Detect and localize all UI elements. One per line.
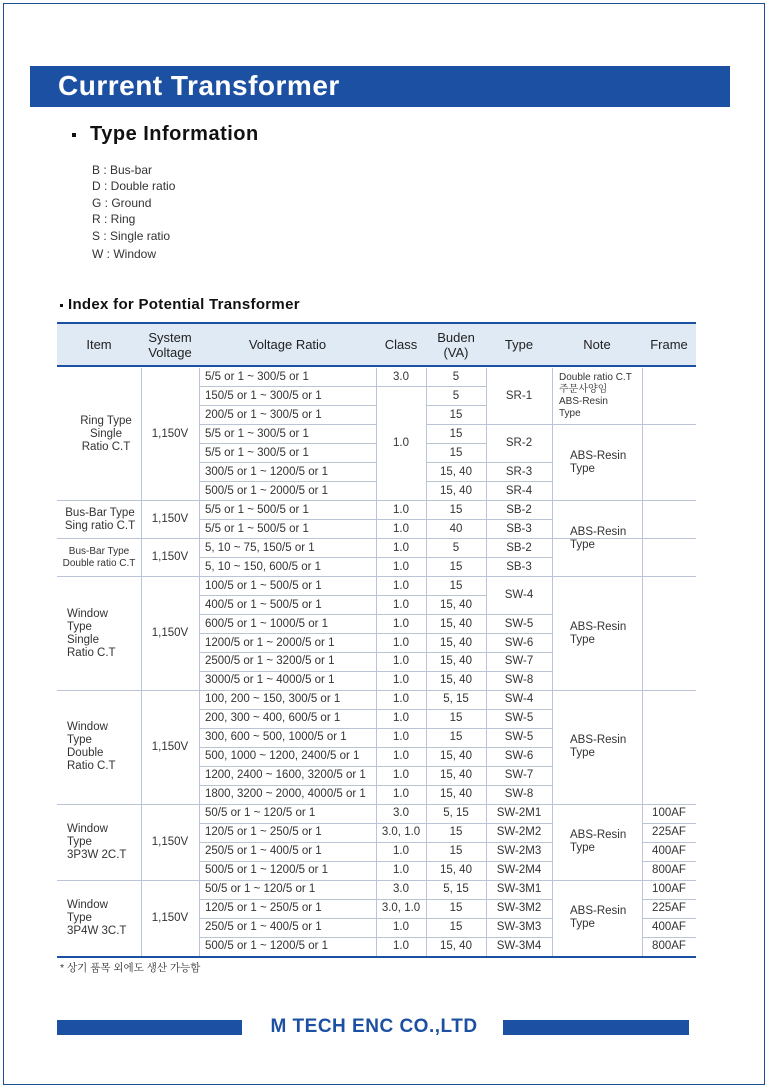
voltage-ratio-cell: 5/5 or 1 ~ 300/5 or 1 [205,427,309,440]
buden-cell: 15, 40 [440,655,472,668]
buden-cell: 5, 15 [443,883,469,896]
buden-cell: 15, 40 [440,940,472,952]
buden-cell: 15 [449,560,463,573]
voltage-ratio-cell: 500, 1000 ~ 1200, 2400/5 or 1 [205,750,360,763]
class-cell: 1.0 [393,693,409,706]
class-cell: 1.0 [393,921,409,934]
item-cell: Ring Type Single Ratio C.T [80,414,132,453]
header-note: Note [583,337,611,352]
class-cell: 1.0 [393,712,409,725]
type-cell: SW-4 [504,693,534,706]
buden-cell: 5 [452,541,460,554]
buden-cell: 15 [449,826,463,839]
type-cell: SW-4 [504,589,534,602]
type-cell: SW-6 [504,636,534,649]
frame-cell: 800AF [652,864,686,877]
footer-bar-left [57,1020,242,1035]
buden-cell: 15, 40 [440,484,472,497]
note-cell: Double ratio C.T 주문사양임 ABS-Resin Type [559,372,632,420]
voltage-ratio-cell: 300/5 or 1 ~ 1200/5 or 1 [205,465,329,478]
class-cell: 3.0, 1.0 [381,826,421,839]
voltage-ratio-cell: 500/5 or 1 ~ 1200/5 or 1 [205,940,329,952]
buden-cell: 5, 15 [443,807,469,820]
buden-cell: 15, 40 [440,617,472,630]
buden-cell: 5, 15 [443,693,469,706]
voltage-ratio-cell: 5/5 or 1 ~ 500/5 or 1 [205,522,309,535]
voltage-ratio-cell: 400/5 or 1 ~ 500/5 or 1 [205,598,322,611]
voltage-ratio-cell: 600/5 or 1 ~ 1000/5 or 1 [205,617,329,630]
system-voltage-cell: 1,150V [151,551,189,564]
class-cell: 1.0 [393,731,409,744]
table-header [57,322,696,367]
frame-cell: 400AF [652,845,686,858]
type-cell: SR-4 [505,484,533,497]
type-cell: SR-1 [505,389,533,402]
buden-cell: 15 [449,845,463,858]
item-cell: Bus-Bar Type Double ratio C.T [62,545,136,569]
system-voltage-cell: 1,150V [151,627,189,640]
type-cell: SR-3 [505,465,533,478]
type-cell: SW-5 [504,712,534,725]
header-frame: Frame [650,337,688,352]
legend-item-bus-bar: B : Bus-bar [92,163,153,177]
type-cell: SW-3M4 [496,940,542,952]
note-cell: ABS-Resin Type [570,829,627,855]
item-cell: Bus-Bar Type Sing ratio C.T [64,506,136,532]
header-voltage-ratio: Voltage Ratio [248,337,327,352]
type-info-title: Type Information [90,123,259,145]
type-cell: SW-5 [504,731,534,744]
type-cell: SW-3M1 [496,883,542,896]
table-bottom-rule [57,956,696,958]
header-class: Class [384,337,418,352]
type-cell: SW-7 [504,769,534,782]
class-cell: 3.0, 1.0 [381,902,421,915]
type-cell: SW-2M2 [496,826,542,839]
note-cell: ABS-Resin Type [570,449,627,475]
frame-cell: 225AF [652,826,686,839]
frame-cell: 100AF [652,807,686,820]
item-cell: Window Type 3P3W 2C.T [67,822,127,861]
type-cell: SB-2 [506,503,532,516]
buden-cell: 15 [449,902,463,915]
class-cell: 1.0 [393,788,409,801]
voltage-ratio-cell: 5, 10 ~ 150, 600/5 or 1 [205,560,322,573]
voltage-ratio-cell: 500/5 or 1 ~ 1200/5 or 1 [205,864,329,877]
bullet-icon [60,304,63,307]
buden-cell: 15, 40 [440,864,472,877]
voltage-ratio-cell: 5/5 or 1 ~ 500/5 or 1 [205,503,309,516]
buden-cell: 15, 40 [440,769,472,782]
note-cell: ABS-Resin Type [570,620,627,646]
type-cell: SW-3M3 [496,921,542,934]
type-cell: SW-6 [504,750,534,763]
type-cell: SW-2M4 [496,864,542,877]
frame-cell: 400AF [652,921,686,934]
note-cell: ABS-Resin Type [570,525,627,551]
class-cell: 3.0 [393,883,409,896]
type-cell: SW-2M3 [496,845,542,858]
type-cell: SW-2M1 [496,807,542,820]
buden-cell: 15, 40 [440,750,472,763]
voltage-ratio-cell: 5/5 or 1 ~ 300/5 or 1 [205,446,309,459]
buden-cell: 15 [449,712,463,725]
frame-cell: 800AF [652,940,686,952]
voltage-ratio-cell: 200/5 or 1 ~ 300/5 or 1 [205,408,322,421]
buden-cell: 15 [449,408,463,421]
frame-cell: 100AF [652,883,686,896]
voltage-ratio-cell: 100/5 or 1 ~ 500/5 or 1 [205,579,322,592]
voltage-ratio-cell: 120/5 or 1 ~ 250/5 or 1 [205,826,322,839]
buden-cell: 40 [449,522,463,535]
voltage-ratio-cell: 5/5 or 1 ~ 300/5 or 1 [205,370,309,383]
voltage-ratio-cell: 120/5 or 1 ~ 250/5 or 1 [205,902,322,915]
page-title: Current Transformer [58,70,340,101]
buden-cell: 15, 40 [440,636,472,649]
class-cell: 1.0 [393,674,409,687]
class-cell: 1.0 [393,750,409,763]
buden-cell: 15 [449,731,463,744]
class-cell: 1.0 [393,940,409,952]
buden-cell: 15 [449,446,463,459]
type-info-heading [72,123,259,146]
header-system-voltage: System Voltage [148,329,192,360]
type-cell: SB-3 [506,522,532,535]
class-cell: 1.0 [393,769,409,782]
class-cell: 1.0 [393,503,409,516]
buden-cell: 15 [449,427,463,440]
frame-cell: 225AF [652,902,686,915]
legend-item-single-ratio: S : Single ratio [92,228,171,243]
voltage-ratio-cell: 1200, 2400 ~ 1600, 3200/5 or 1 [205,769,366,782]
buden-cell: 5 [452,370,460,383]
type-cell: SW-8 [504,788,534,801]
class-cell: 1.0 [393,864,409,877]
header-buden: Buden (VA) [437,329,475,360]
voltage-ratio-cell: 150/5 or 1 ~ 300/5 or 1 [205,389,322,402]
system-voltage-cell: 1,150V [151,911,189,924]
voltage-ratio-cell: 1200/5 or 1 ~ 2000/5 or 1 [205,636,335,649]
voltage-ratio-cell: 5, 10 ~ 75, 150/5 or 1 [205,541,315,554]
voltage-ratio-cell: 500/5 or 1 ~ 2000/5 or 1 [205,484,329,497]
note-cell: ABS-Resin Type [570,905,627,931]
class-cell-merged: 1.0 [393,437,409,450]
class-cell: 3.0 [393,370,409,383]
type-cell: SB-3 [506,560,532,573]
footer-bar-right [503,1020,689,1035]
buden-cell: 5 [452,389,460,402]
voltage-ratio-cell: 50/5 or 1 ~ 120/5 or 1 [205,807,316,820]
header-type: Type [504,337,534,352]
buden-cell: 15, 40 [440,674,472,687]
buden-cell: 15 [449,503,463,516]
legend-item-ground: G : Ground [92,195,152,210]
item-cell: Window Type Double Ratio C.T [67,721,116,773]
voltage-ratio-cell: 250/5 or 1 ~ 400/5 or 1 [205,845,322,858]
type-cell: SB-2 [506,541,532,554]
voltage-ratio-cell: 50/5 or 1 ~ 120/5 or 1 [205,883,316,896]
voltage-ratio-cell: 250/5 or 1 ~ 400/5 or 1 [205,921,322,934]
voltage-ratio-cell: 2500/5 or 1 ~ 3200/5 or 1 [205,655,335,668]
voltage-ratio-cell: 3000/5 or 1 ~ 4000/5 or 1 [205,674,335,687]
type-cell: SW-5 [504,617,534,630]
buden-cell: 15, 40 [440,598,472,611]
type-cell: SR-2 [505,437,533,450]
header-item: Item [86,337,112,352]
type-cell: SW-3M2 [496,902,542,915]
bullet-icon [72,133,76,137]
legend-item-window: W : Window [92,247,157,262]
item-cell: Window Type 3P4W 3C.T [67,898,127,937]
class-cell: 3.0 [393,807,409,820]
title-banner [30,66,730,106]
class-cell: 1.0 [393,617,409,630]
voltage-ratio-cell: 200, 300 ~ 400, 600/5 or 1 [205,712,341,725]
system-voltage-cell: 1,150V [151,740,189,753]
index-title: Index for Potential Transformer [68,296,300,313]
legend-item-ring: R : Ring [92,212,136,227]
class-cell: 1.0 [393,845,409,858]
company-name: M TECH ENC CO.,LTD [270,1016,478,1037]
class-cell: 1.0 [393,655,409,668]
note-cell: ABS-Resin Type [570,734,627,760]
system-voltage-cell: 1,150V [151,835,189,848]
class-cell: 1.0 [393,541,409,554]
type-cell: SW-8 [504,674,534,687]
class-cell: 1.0 [393,636,409,649]
system-voltage-cell: 1,150V [151,513,189,526]
class-cell: 1.0 [393,560,409,573]
class-cell: 1.0 [393,522,409,535]
buden-cell: 15 [449,921,463,934]
item-cell: Window Type Single Ratio C.T [67,607,116,659]
buden-cell: 15 [449,579,463,592]
voltage-ratio-cell: 100, 200 ~ 150, 300/5 or 1 [205,693,341,706]
footnote: * 상기 품목 외에도 생산 가능함 [60,962,201,974]
class-cell: 1.0 [393,579,409,592]
system-voltage-cell: 1,150V [151,427,189,440]
class-cell: 1.0 [393,598,409,611]
banner-rule [30,106,730,107]
type-cell: SW-7 [504,655,534,668]
voltage-ratio-cell: 1800, 3200 ~ 2000, 4000/5 or 1 [205,788,366,801]
legend-item-double-ratio: D : Double ratio [92,179,176,194]
index-heading [60,296,300,313]
voltage-ratio-cell: 300, 600 ~ 500, 1000/5 or 1 [205,731,347,744]
type-legend [92,162,175,262]
buden-cell: 15, 40 [440,465,472,478]
buden-cell: 15, 40 [440,788,472,801]
